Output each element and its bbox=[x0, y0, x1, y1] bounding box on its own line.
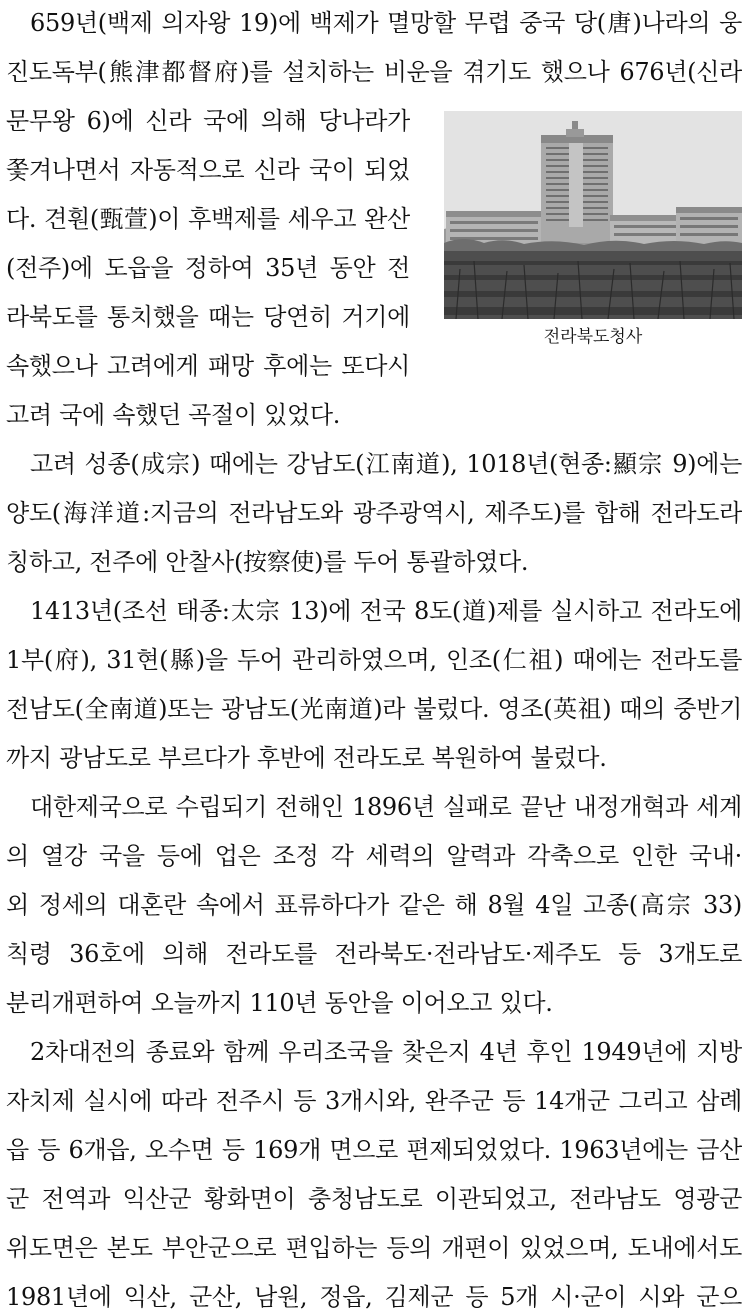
text-line: 읍 등 6개읍, 오수면 등 169개 면으로 편제되었었다. 1963년에는 금산 bbox=[6, 1136, 742, 1164]
text-line: 고려 국에 속했던 곡절이 있었다. bbox=[6, 401, 341, 429]
government-building-photo bbox=[444, 111, 742, 319]
text-line: 진도독부(熊津都督府)를 설치하는 비운을 겪기도 했으나 676년(신라 bbox=[6, 58, 742, 86]
text-line: 문무왕 6)에 신라 국에 의해 당나라가 bbox=[6, 107, 410, 135]
text-line: 속했으나 고려에게 패망 후에는 또다시 bbox=[6, 352, 410, 380]
text-line: 대한제국으로 수립되기 전해인 1896년 실패로 끝난 내정개혁과 세계 bbox=[30, 793, 742, 821]
text-line: 자치제 실시에 따라 전주시 등 3개시와, 완주군 등 14개군 그리고 삼례 bbox=[6, 1087, 742, 1115]
text-line: 칭하고, 전주에 안찰사(按察使)를 두어 통괄하였다. bbox=[6, 548, 529, 576]
text-line: 고려 성종(成宗) 때에는 강남도(江南道), 1018년(현종:顯宗 9)에는 bbox=[30, 450, 742, 478]
text-line: 위도면은 본도 부안군으로 편입하는 등의 개편이 있었으며, 도내에서도 bbox=[6, 1234, 742, 1262]
text-line: 쫓겨나면서 자동적으로 신라 국이 되었 bbox=[6, 156, 410, 184]
text-line: 분리개편하여 오늘까지 110년 동안을 이어오고 있다. bbox=[6, 989, 553, 1017]
text-line: 까지 광남도로 부르다가 후반에 전라도로 복원하여 불렀다. bbox=[6, 744, 607, 772]
figure-caption: 전라북도청사 bbox=[543, 327, 643, 347]
text-line: 라북도를 통치했을 때는 당연히 거기에 bbox=[6, 303, 410, 331]
text-line: 1413년(조선 태종:太宗 13)에 전국 8도(道)제를 실시하고 전라도에 bbox=[30, 597, 742, 625]
text-line: 양도(海洋道:지금의 전라남도와 광주광역시, 제주도)를 합해 전라도라 bbox=[6, 499, 742, 527]
text-line: 2차대전의 종료와 함께 우리조국을 찾은지 4년 후인 1949년에 지방 bbox=[30, 1038, 742, 1066]
text-line: 1981년에 익산, 군산, 남원, 정읍, 김제군 등 5개 시·군이 시와 군으 bbox=[6, 1283, 742, 1311]
text-line: 전남도(全南道)또는 광남도(光南道)라 불렀다. 영조(英祖) 때의 중반기 bbox=[6, 695, 742, 723]
text-line: (전주)에 도읍을 정하여 35년 동안 전 bbox=[6, 254, 410, 282]
text-line: 659년(백제 의자왕 19)에 백제가 멸망할 무렵 중국 당(唐)나라의 웅 bbox=[30, 9, 742, 37]
text-line: 1부(府), 31현(縣)을 두어 관리하였으며, 인조(仁祖) 때에는 전라도를 bbox=[6, 646, 742, 674]
text-line: 의 열강 국을 등에 업은 조정 각 세력의 알력과 각축으로 인한 국내· bbox=[6, 842, 742, 870]
text-line: 외 정세의 대혼란 속에서 표류하다가 같은 해 8월 4일 고종(高宗 33) bbox=[6, 891, 742, 919]
text-line: 군 전역과 익산군 황화면이 충청남도로 이관되었고, 전라남도 영광군 bbox=[6, 1185, 742, 1213]
text-line: 다. 견훤(甄萱)이 후백제를 세우고 완산 bbox=[6, 205, 410, 233]
text-line: 칙령 36호에 의해 전라도를 전라북도·전라남도·제주도 등 3개도로 bbox=[6, 940, 742, 968]
